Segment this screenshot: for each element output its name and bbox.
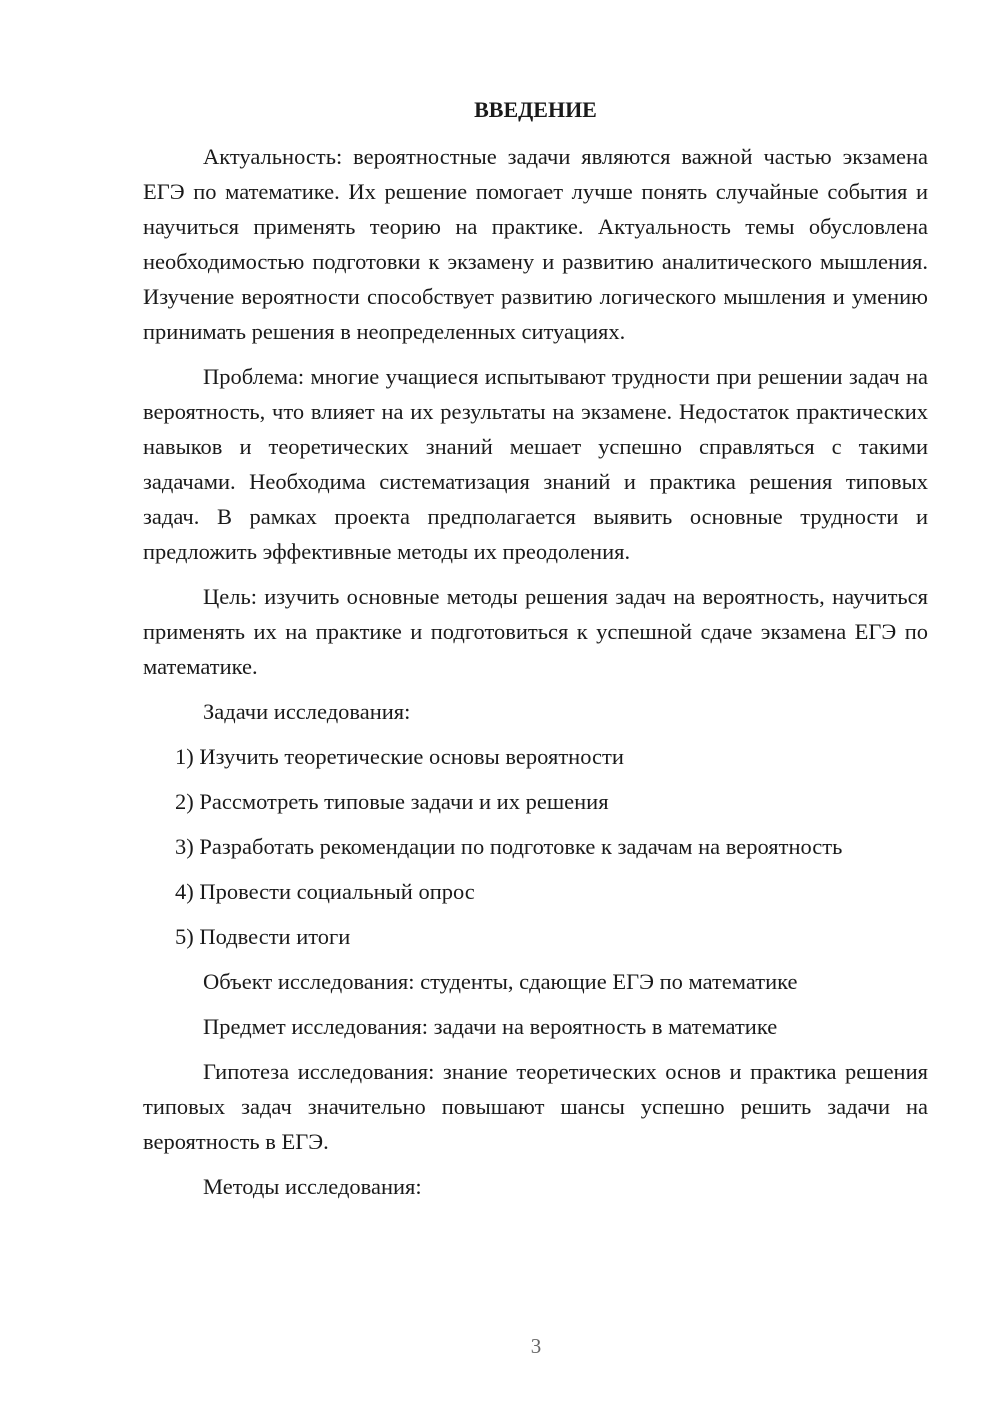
task-item: 1) Изучить теоретические основы вероятности — [175, 744, 624, 769]
tasks-heading: Задачи исследования: — [203, 699, 411, 724]
relevance-paragraph: Актуальность: вероятностные задачи являются важной частью экзамена ЕГЭ по математике. Их решение помогает лучше понять случайные события и научиться применять теорию на практике. Актуальность темы обусловлена необходимостью подготовки к экзамену и развитию аналитического мышления. Изучение вероятности способствует развитию логического мышления и умению принимать решения в неопределенных ситуациях. — [143, 144, 928, 344]
goal-paragraph: Цель: изучить основные методы решения задач на вероятность, научиться применять их на практике и подготовиться к успешной сдаче экзамена ЕГЭ по математике. — [143, 584, 928, 679]
document-page — [143, 92, 928, 1214]
problem-paragraph: Проблема: многие учащиеся испытывают трудности при решении задач на вероятность, что влияет на их результаты на экзамене. Недостаток практических навыков и теоретических знаний мешает успешно справляться с такими задачами. Необходима систематизация знаний и практика решения типовых задач. В рамках проекта предполагается выявить основные трудности и предложить эффективные методы их преодоления. — [143, 364, 928, 564]
section-title: ВВЕДЕНИЕ — [474, 97, 597, 122]
task-item: 5) Подвести итоги — [175, 924, 351, 949]
research-hypothesis: Гипотеза исследования: знание теоретических основ и практика решения типовых задач значительно повышают шансы успешно решить задачи на вероятность в ЕГЭ. — [143, 1059, 928, 1154]
task-item: 3) Разработать рекомендации по подготовке к задачам на вероятность — [175, 834, 843, 859]
research-object: Объект исследования: студенты, сдающие ЕГЭ по математике — [203, 969, 798, 994]
page-number: 3 — [530, 1334, 542, 1358]
task-item: 4) Провести социальный опрос — [175, 879, 475, 904]
task-list — [143, 739, 928, 954]
task-item: 2) Рассмотреть типовые задачи и их решения — [175, 789, 609, 814]
research-methods: Методы исследования: — [203, 1174, 422, 1199]
research-subject: Предмет исследования: задачи на вероятность в математике — [203, 1014, 778, 1039]
